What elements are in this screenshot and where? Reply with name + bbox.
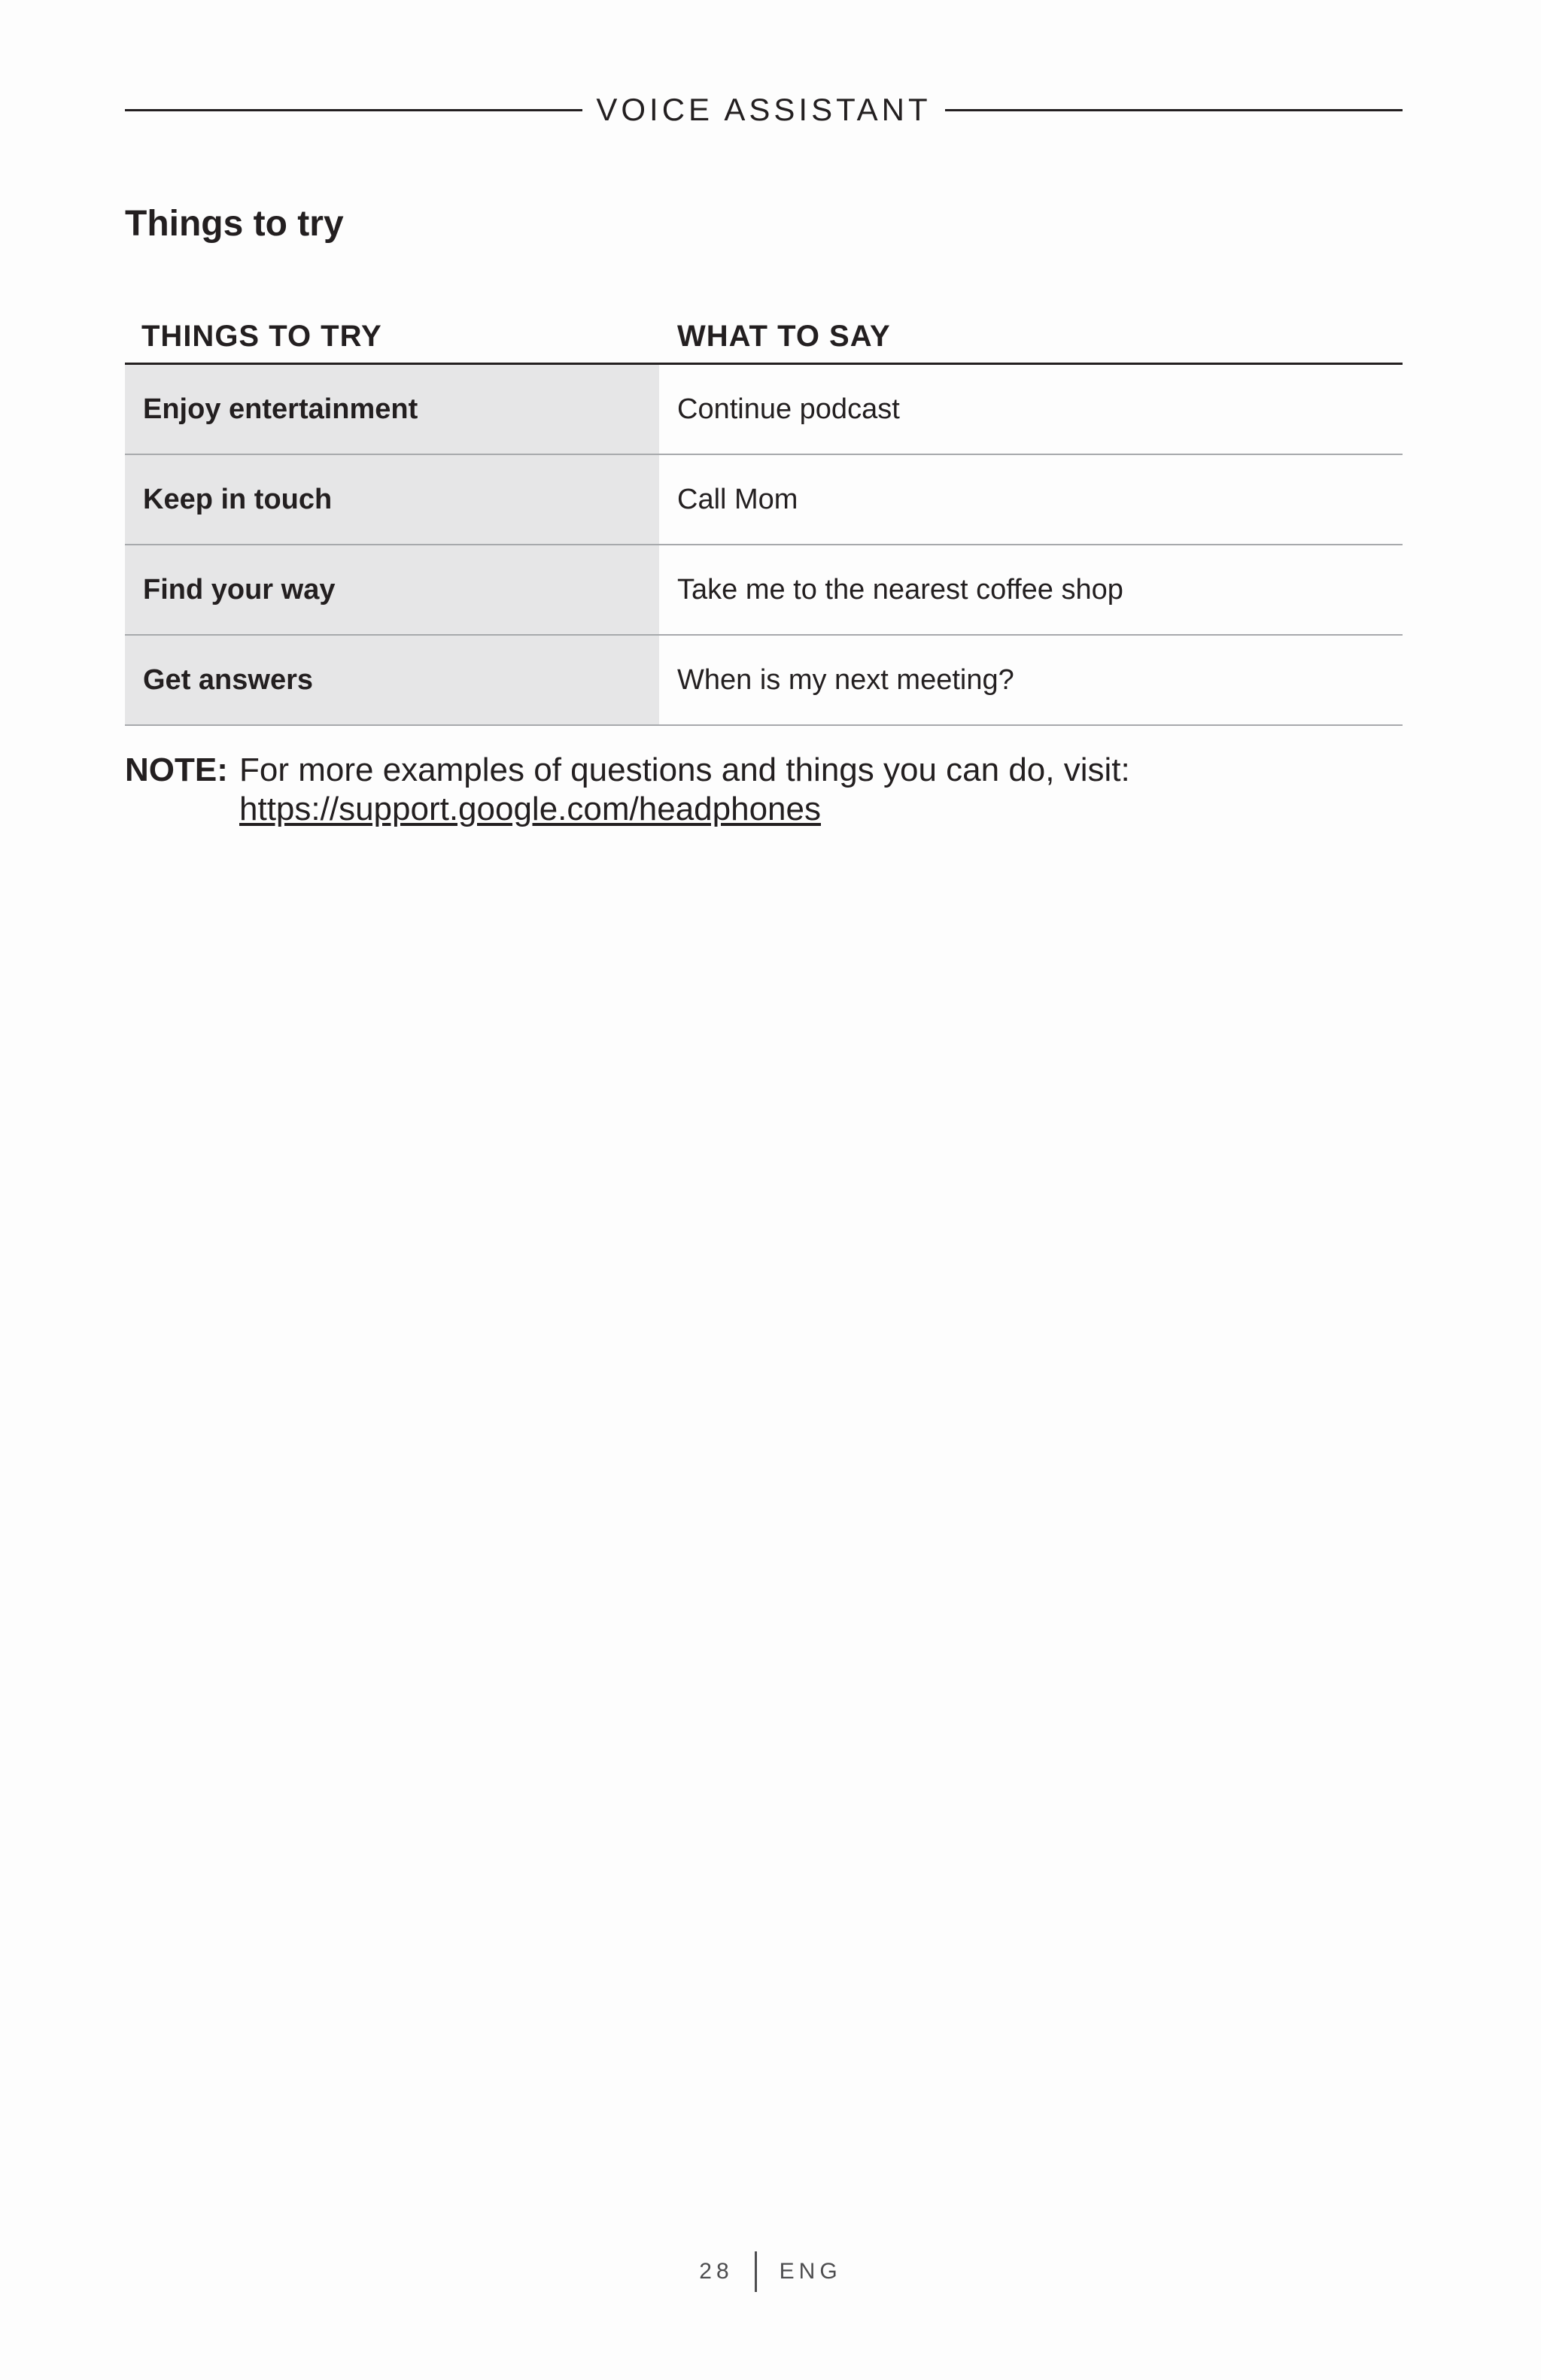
section-header	[125, 87, 1403, 132]
thing-cell: Keep in touch	[125, 455, 659, 544]
page-footer	[0, 2249, 1541, 2294]
page-title: Things to try	[125, 204, 344, 244]
page-number: 28	[699, 2259, 734, 2284]
say-cell: Continue podcast	[677, 393, 900, 425]
section-title: VOICE ASSISTANT	[596, 92, 932, 127]
table-row	[125, 636, 1403, 726]
table-row	[125, 365, 1403, 455]
note-text: For more examples of questions and things you can do, visit:	[239, 751, 1130, 788]
table-header-row	[125, 310, 1403, 365]
things-to-try-table	[125, 310, 1403, 726]
column-header-what-to-say: WHAT TO SAY	[677, 319, 891, 353]
say-cell: Take me to the nearest coffee shop	[677, 573, 1123, 606]
thing-cell: Find your way	[125, 545, 659, 634]
column-header-things-to-try: THINGS TO TRY	[141, 319, 382, 353]
note	[125, 751, 1403, 829]
header-rule-left	[125, 109, 582, 111]
thing-cell: Enjoy entertainment	[125, 365, 659, 454]
thing-cell: Get answers	[125, 636, 659, 724]
say-cell: Call Mom	[677, 483, 798, 515]
say-cell: When is my next meeting?	[677, 663, 1014, 696]
header-rule-right	[945, 109, 1403, 111]
table-row	[125, 545, 1403, 636]
language-label: ENG	[779, 2259, 842, 2284]
support-link[interactable]: https://support.google.com/headphones	[239, 791, 821, 827]
note-label: NOTE:	[125, 751, 228, 788]
table-row	[125, 455, 1403, 545]
note-body	[239, 751, 1403, 829]
